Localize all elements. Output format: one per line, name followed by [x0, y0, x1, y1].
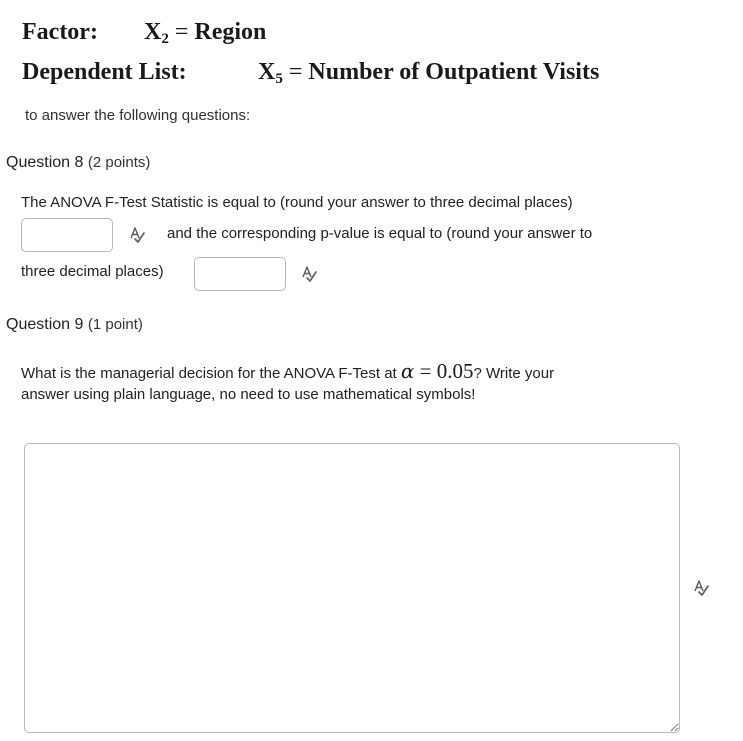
- question-8-text: The ANOVA F-Test Statistic is equal to (round your answer to three decimal places): [21, 194, 573, 211]
- dependent-variable: $X_5$: [258, 59, 283, 87]
- spellcheck-icon[interactable]: [692, 579, 710, 597]
- question-9-text-start: What is the managerial decision for the ANOVA F-Test at: [21, 365, 401, 382]
- alpha-equals: =: [414, 359, 437, 383]
- factor-value: Region: [194, 19, 267, 45]
- factor-variable: $X_2$: [144, 19, 169, 47]
- intro-text: to answer the following questions:: [25, 107, 251, 124]
- question-9-text: [21, 359, 554, 384]
- alpha-symbol: α: [400, 359, 415, 383]
- dependent-equals: =: [288, 59, 303, 85]
- question-9-text-end: ? Write your: [473, 365, 555, 382]
- question-8-text-continued: and the corresponding p-value is equal to (round your answer to: [167, 225, 593, 242]
- dependent-label: Dependent List:: [22, 59, 187, 85]
- spellcheck-icon[interactable]: [300, 265, 318, 283]
- question-8-title: Question 8: [6, 154, 84, 171]
- dependent-value: Number of Outpatient Visits: [308, 59, 600, 85]
- dependent-line: [22, 56, 599, 96]
- question-9-text-continued: answer using plain language, no need to use mathematical symbols!: [21, 386, 476, 403]
- factor-label: Factor:: [22, 19, 98, 45]
- spellcheck-icon[interactable]: [128, 226, 146, 244]
- question-8-text-end: three decimal places): [21, 263, 164, 280]
- alpha-value: 0.05: [436, 359, 474, 383]
- question-9-title: Question 9: [6, 316, 84, 333]
- f-statistic-input[interactable]: [21, 218, 113, 252]
- question-8-heading: [6, 154, 150, 172]
- factor-equals: =: [174, 19, 189, 45]
- p-value-input[interactable]: [194, 257, 286, 291]
- question-8-points: (2 points): [87, 154, 151, 171]
- variables-header: [22, 16, 599, 96]
- managerial-decision-textarea[interactable]: [24, 443, 680, 733]
- question-9-points: (1 point): [87, 316, 143, 333]
- factor-line: [22, 16, 599, 56]
- question-9-heading: [6, 316, 143, 334]
